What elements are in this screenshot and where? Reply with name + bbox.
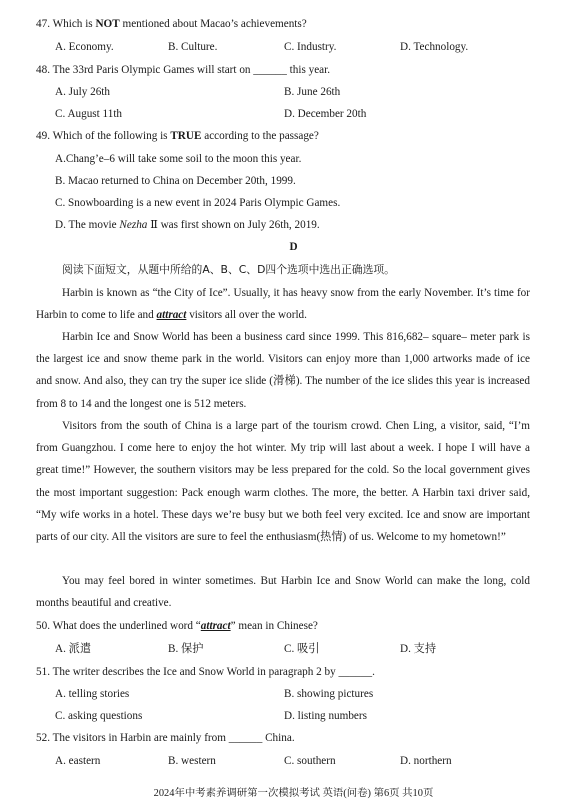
paragraph-1-start: Harbin is known as “the City of Ice”. Usually, it has heavy snow from the early November. It’s time for Harbin to come to life and xyxy=(36,287,530,322)
q47-option-a: A. Economy. xyxy=(55,41,114,53)
question-47-stem: 47. Which is xyxy=(36,18,96,30)
question-47-stem-end: mentioned about Macao’s achievements? xyxy=(119,18,307,30)
page-footer: 2024年中考素养调研第一次模拟考试 英语(问卷) 第6页 共10页 xyxy=(153,788,434,799)
paragraph-2: Harbin Ice and Snow World has been a business card since 1999. This 816,682– square– meter park is the largest ice and snow theme park in the world. Visitors can enjoy more than 1,000 artworks made of ice and snow. And also, they can try the super ice slide (滑梯). The number of the ice slides this year is increased from 8 to 14 and the longest one is 512 meters. xyxy=(36,331,530,410)
question-49 xyxy=(36,129,319,143)
paragraph-3: Visitors from the south of China is a large part of the tourism crowd. Chen Ling, a visitor, said, “I’m from Guangzhou. I come here to enjoy the hot winter. My trip will last about a week. I hope I will have a great time!” However, the southern visitors may be less prepared for the cold. So the local government gives the most important suggestion: Pack enough warm clothes. The more, the better. A Harbin taxi driver said, “My wife works in a hotel. These days we’re busy but we both feel very excited. Ice and snow are important parts of our city. All the visitors are sure to feel the enthusiasm(热情) of us. Welcome to my hometown!” xyxy=(36,420,530,544)
section-heading: D xyxy=(289,241,298,253)
q48-option-d: D. December 20th xyxy=(284,108,367,120)
q51-option-b: B. showing pictures xyxy=(284,688,374,700)
q47-option-c: C. Industry. xyxy=(284,41,337,53)
movie-title: Nezha xyxy=(119,219,148,231)
q52-option-c: C. southern xyxy=(284,755,336,767)
q52-option-a: A. eastern xyxy=(55,755,101,767)
q51-option-d: D. listing numbers xyxy=(284,710,367,722)
q50-option-a: A. 派遣 xyxy=(55,643,92,655)
q47-option-b: B. Culture. xyxy=(168,41,218,53)
question-50-underlined-word: attract xyxy=(200,620,231,632)
q51-option-c: C. asking questions xyxy=(55,710,143,722)
paragraph-1-end: visitors all over the world. xyxy=(186,309,307,322)
question-50 xyxy=(36,619,318,633)
q52-option-b: B. western xyxy=(168,755,216,767)
question-50-stem: 50. What does the underlined word “ xyxy=(36,620,201,632)
q49-option-c: C. Snowboarding is a new event in 2024 Paris Olympic Games. xyxy=(55,197,341,209)
section-instruction: 阅读下面短文，从题中所给的A、B、C、D四个选项中选出正确选项。 xyxy=(62,263,395,276)
question-49-emphasis: TRUE xyxy=(170,130,202,142)
q49-option-a: A.Chang’e–6 will take some soil to the moon this year. xyxy=(55,153,302,165)
paragraph-4: You may feel bored in winter sometimes. But Harbin Ice and Snow World can make the long, cold months beautiful and creative. xyxy=(36,575,530,610)
question-47 xyxy=(36,17,307,31)
q49-option-b: B. Macao returned to China on December 20th, 1999. xyxy=(55,175,296,187)
question-50-stem-end: ” mean in Chinese? xyxy=(230,620,318,632)
question-49-stem: 49. Which of the following is xyxy=(36,130,171,142)
q49-option-d-start: D. The movie xyxy=(55,219,120,231)
question-47-emphasis: NOT xyxy=(95,18,120,30)
paragraph-1 xyxy=(36,282,530,326)
q50-option-b: B. 保护 xyxy=(168,643,204,655)
q48-option-c: C. August 11th xyxy=(55,108,123,120)
question-49-stem-end: according to the passage? xyxy=(201,130,319,142)
question-52: 52. The visitors in Harbin are mainly from ______ China. xyxy=(36,732,295,744)
question-51: 51. The writer describes the Ice and Snow World in paragraph 2 by ______. xyxy=(36,666,375,678)
underlined-word: attract xyxy=(156,309,187,322)
q49-option-d xyxy=(55,218,320,232)
q47-option-d: D. Technology. xyxy=(400,41,469,53)
q50-option-c: C. 吸引 xyxy=(284,643,320,655)
question-48: 48. The 33rd Paris Olympic Games will start on ______ this year. xyxy=(36,64,331,76)
q48-option-a: A. July 26th xyxy=(55,86,111,98)
q48-option-b: B. June 26th xyxy=(284,86,341,98)
q50-option-d: D. 支持 xyxy=(400,643,437,655)
q52-option-d: D. northern xyxy=(400,755,452,767)
q49-option-d-end: Ⅱ was first shown on July 26th, 2019. xyxy=(147,219,320,231)
q51-option-a: A. telling stories xyxy=(55,688,130,700)
